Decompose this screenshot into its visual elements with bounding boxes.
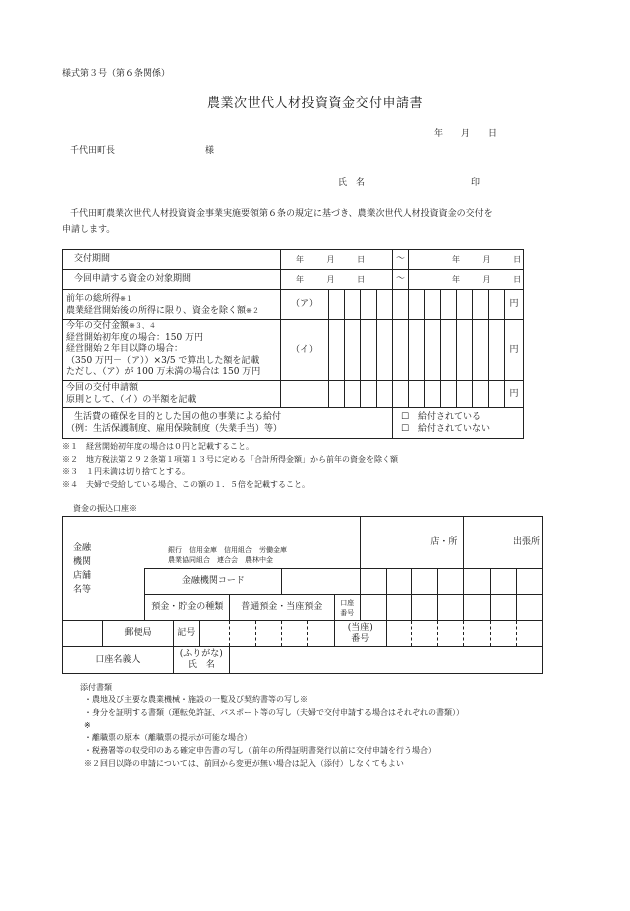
digit-cell[interactable]	[329, 320, 345, 381]
digit-cell[interactable]	[345, 290, 361, 320]
digit-cell[interactable]	[489, 320, 505, 381]
attachment-item: ※	[84, 720, 91, 730]
this-year-amount-row	[63, 320, 524, 381]
post-office-label: 郵便局	[103, 621, 173, 647]
digit-cell[interactable]	[457, 290, 473, 320]
digit-cell[interactable]	[377, 381, 393, 408]
digit-cell[interactable]	[425, 320, 441, 381]
bank-types-line1: 銀行 信用金庫 信用組合 労働金庫	[167, 546, 287, 554]
mark-a: （ア）	[281, 290, 329, 320]
post-office-indent	[63, 621, 103, 647]
grant-period-label: 交付期間	[63, 250, 281, 270]
intro-text-line2: 申請します。	[62, 225, 116, 235]
livelihood-row	[63, 408, 524, 439]
yen-unit: 円	[505, 290, 524, 320]
account-holder-name-field[interactable]	[229, 647, 542, 674]
digit-cell[interactable]	[409, 290, 425, 320]
digit-cell[interactable]	[441, 290, 457, 320]
digit-cell[interactable]	[473, 320, 489, 381]
checkbox-not-received[interactable]: ☐	[401, 424, 410, 434]
livelihood-options	[393, 408, 524, 439]
prev-income-label: 前年の総所得※１ 農業経営開始後の所得に限り、資金を除く額※２	[63, 290, 281, 320]
digit-cell[interactable]	[377, 320, 393, 381]
bank-types-line2: 農業協同組合 連合会 農林中金	[167, 556, 273, 564]
digit-cell[interactable]	[345, 320, 361, 381]
intro-text-line1: 千代田町農業次世代人材投資資金事業実施要領第６条の規定に基づき、農業次世代人材投資資金の交付を	[70, 209, 493, 219]
request-amount-row	[63, 381, 524, 408]
sub-branch-cell[interactable]: 出張所	[464, 517, 543, 569]
account-holder-row	[63, 647, 543, 674]
grant-period-start[interactable]: 年 月 日	[281, 250, 393, 270]
digit-cell[interactable]	[393, 320, 409, 381]
request-amount-blank	[281, 381, 329, 408]
digit-cell[interactable]	[425, 290, 441, 320]
grant-period-row	[63, 250, 524, 270]
attachment-item: ・農地及び主要な農業機械・施設の一覧及び契約書等の写し※	[84, 695, 308, 704]
code-digit[interactable]	[438, 569, 464, 595]
account-digit[interactable]	[490, 595, 516, 621]
symbol-digit[interactable]	[229, 621, 255, 647]
holder-name-labels: (ふりがな) 氏 名	[173, 647, 229, 674]
account-digit[interactable]	[360, 595, 386, 621]
livelihood-label: 生活費の確保を目的とした国の他の事業による給付 （例：生活保護制度、雇用保険制度（失業手当）等）	[63, 408, 393, 439]
post-number-digit[interactable]	[490, 621, 516, 647]
digit-cell[interactable]	[393, 381, 409, 408]
symbol-digit[interactable]	[308, 621, 334, 647]
digit-cell[interactable]	[473, 381, 489, 408]
post-number-digit[interactable]	[412, 621, 438, 647]
this-year-amount-label: 今年の交付金額※３、４ 経営開始初年度の場合：150 万円 経営開始２年目以降の場合： （350 万円－（ア））×3/5 で算出した額を記載 ただし、（ア）が 100 万未満の場合は 150 万円	[63, 320, 281, 381]
attachments-heading: 添付書類	[80, 683, 112, 692]
code-digit[interactable]	[386, 569, 411, 595]
addressee: 千代田町長	[70, 146, 116, 156]
digit-cell[interactable]	[329, 381, 345, 408]
digit-cell[interactable]	[361, 381, 377, 408]
request-amount-label: 今回の交付申請額 原則として、（イ）の半額を記載	[63, 381, 281, 408]
target-period-start[interactable]: 年 月 日	[281, 270, 393, 290]
application-date[interactable]: 年 月 日	[434, 129, 498, 139]
code-digit[interactable]	[516, 569, 542, 595]
account-digit[interactable]	[386, 595, 411, 621]
attachment-item: ※２回目以降の申請については、前回から変更が無い場合は記入（添付）しなくてもよい	[84, 758, 404, 768]
target-period-end[interactable]: 年 月 日	[409, 270, 524, 290]
digit-cell[interactable]	[361, 290, 377, 320]
deposit-type-value[interactable]: 普通預金・当座預金	[229, 595, 334, 621]
digit-cell[interactable]	[409, 320, 425, 381]
digit-cell[interactable]	[473, 290, 489, 320]
application-main-table	[62, 249, 524, 439]
attachment-item: ・離職票の原本（離職票の提示が可能な場合）	[84, 733, 252, 743]
bank-code-blank	[282, 569, 360, 595]
account-digit[interactable]	[438, 595, 464, 621]
mark-i: （イ）	[281, 320, 329, 381]
digit-cell[interactable]	[345, 381, 361, 408]
bank-account-table	[62, 516, 543, 674]
digit-cell[interactable]	[441, 320, 457, 381]
account-digit[interactable]	[464, 595, 490, 621]
branch-cell[interactable]: 店・所	[360, 517, 464, 569]
digit-cell[interactable]	[489, 381, 505, 408]
digit-cell[interactable]	[457, 381, 473, 408]
bank-institution-row	[63, 517, 543, 569]
digit-cell[interactable]	[457, 320, 473, 381]
note-3: ※３ １円未満は切り捨てとする。	[62, 467, 190, 476]
attachment-item: ・税務署等の収受印のある確定申告書の写し（前年の所得証明書発行以前に交付申請を行う場合）	[84, 746, 436, 756]
post-office-row	[63, 621, 543, 647]
code-digit[interactable]	[412, 569, 438, 595]
grant-period-end[interactable]: 年 月 日	[409, 250, 524, 270]
seal-mark: 印	[471, 178, 481, 188]
account-number-label: 口座番号	[334, 595, 360, 621]
post-number-digit[interactable]	[438, 621, 464, 647]
digit-cell[interactable]	[409, 381, 425, 408]
form-number: 様式第３号（第６条関係）	[62, 69, 171, 79]
symbol-digit[interactable]	[256, 621, 282, 647]
digit-cell[interactable]	[441, 381, 457, 408]
symbol-digit[interactable]	[282, 621, 308, 647]
deposit-type-label: 預金・貯金の種類	[145, 595, 230, 621]
target-period-tilde: ～	[393, 270, 409, 290]
checkbox-not-received-label: 給付されていない	[417, 424, 490, 434]
post-number-digit[interactable]	[386, 621, 411, 647]
account-digit[interactable]	[412, 595, 438, 621]
honorific: 様	[205, 146, 215, 156]
page-title: 農業次世代人材投資資金交付申請書	[206, 96, 423, 111]
bank-heading: 資金の振込口座※	[73, 504, 137, 513]
note-4: ※４ 夫婦で受給している場合、この額の１．５倍を記載すること。	[62, 479, 310, 489]
bank-code-label: 金融機関コード	[145, 569, 282, 595]
target-period-label: 今回申請する資金の対象期間	[63, 270, 281, 290]
attachment-item: ・身分を証明する書類（運転免許証、パスポート等の写し（夫婦で交付申請する場合はそれぞれの書類））	[84, 707, 464, 717]
symbol-label: 記号	[173, 621, 199, 647]
code-digit[interactable]	[360, 569, 386, 595]
notes-block	[62, 441, 398, 491]
attachments-list	[84, 694, 464, 771]
prev-income-row	[63, 290, 524, 320]
yen-unit: 円	[505, 320, 524, 381]
target-period-row	[63, 270, 524, 290]
account-digit[interactable]	[516, 595, 542, 621]
post-number-label: (当座) 番号	[334, 621, 386, 647]
digit-cell[interactable]	[361, 320, 377, 381]
post-number-digit[interactable]	[516, 621, 542, 647]
bank-type-cell[interactable]	[145, 517, 360, 569]
note-2: ※２ 地方税法第２９２条第１項第１３号に定める「合計所得金額」から前年の資金を除く額	[62, 454, 398, 464]
institution-label: 金融 機関 店舗 名等	[63, 517, 145, 621]
digit-cell[interactable]	[489, 290, 505, 320]
checkbox-received[interactable]: ☐	[401, 412, 410, 422]
digit-cell[interactable]	[377, 290, 393, 320]
digit-cell[interactable]	[425, 381, 441, 408]
yen-unit: 円	[505, 381, 524, 408]
symbol-digit[interactable]	[199, 621, 229, 647]
applicant-name-label: 氏 名	[338, 178, 366, 188]
note-1: ※１ 経営開始初年度の場合は０円と記載すること。	[62, 442, 254, 451]
post-number-digit[interactable]	[464, 621, 490, 647]
code-digit[interactable]	[490, 569, 516, 595]
digit-cell[interactable]	[329, 290, 345, 320]
checkbox-received-label: 給付されている	[417, 412, 481, 422]
account-holder-label: 口座名義人	[63, 647, 174, 674]
code-digit[interactable]	[464, 569, 490, 595]
grant-period-tilde: ～	[393, 250, 409, 270]
digit-cell[interactable]	[393, 290, 409, 320]
